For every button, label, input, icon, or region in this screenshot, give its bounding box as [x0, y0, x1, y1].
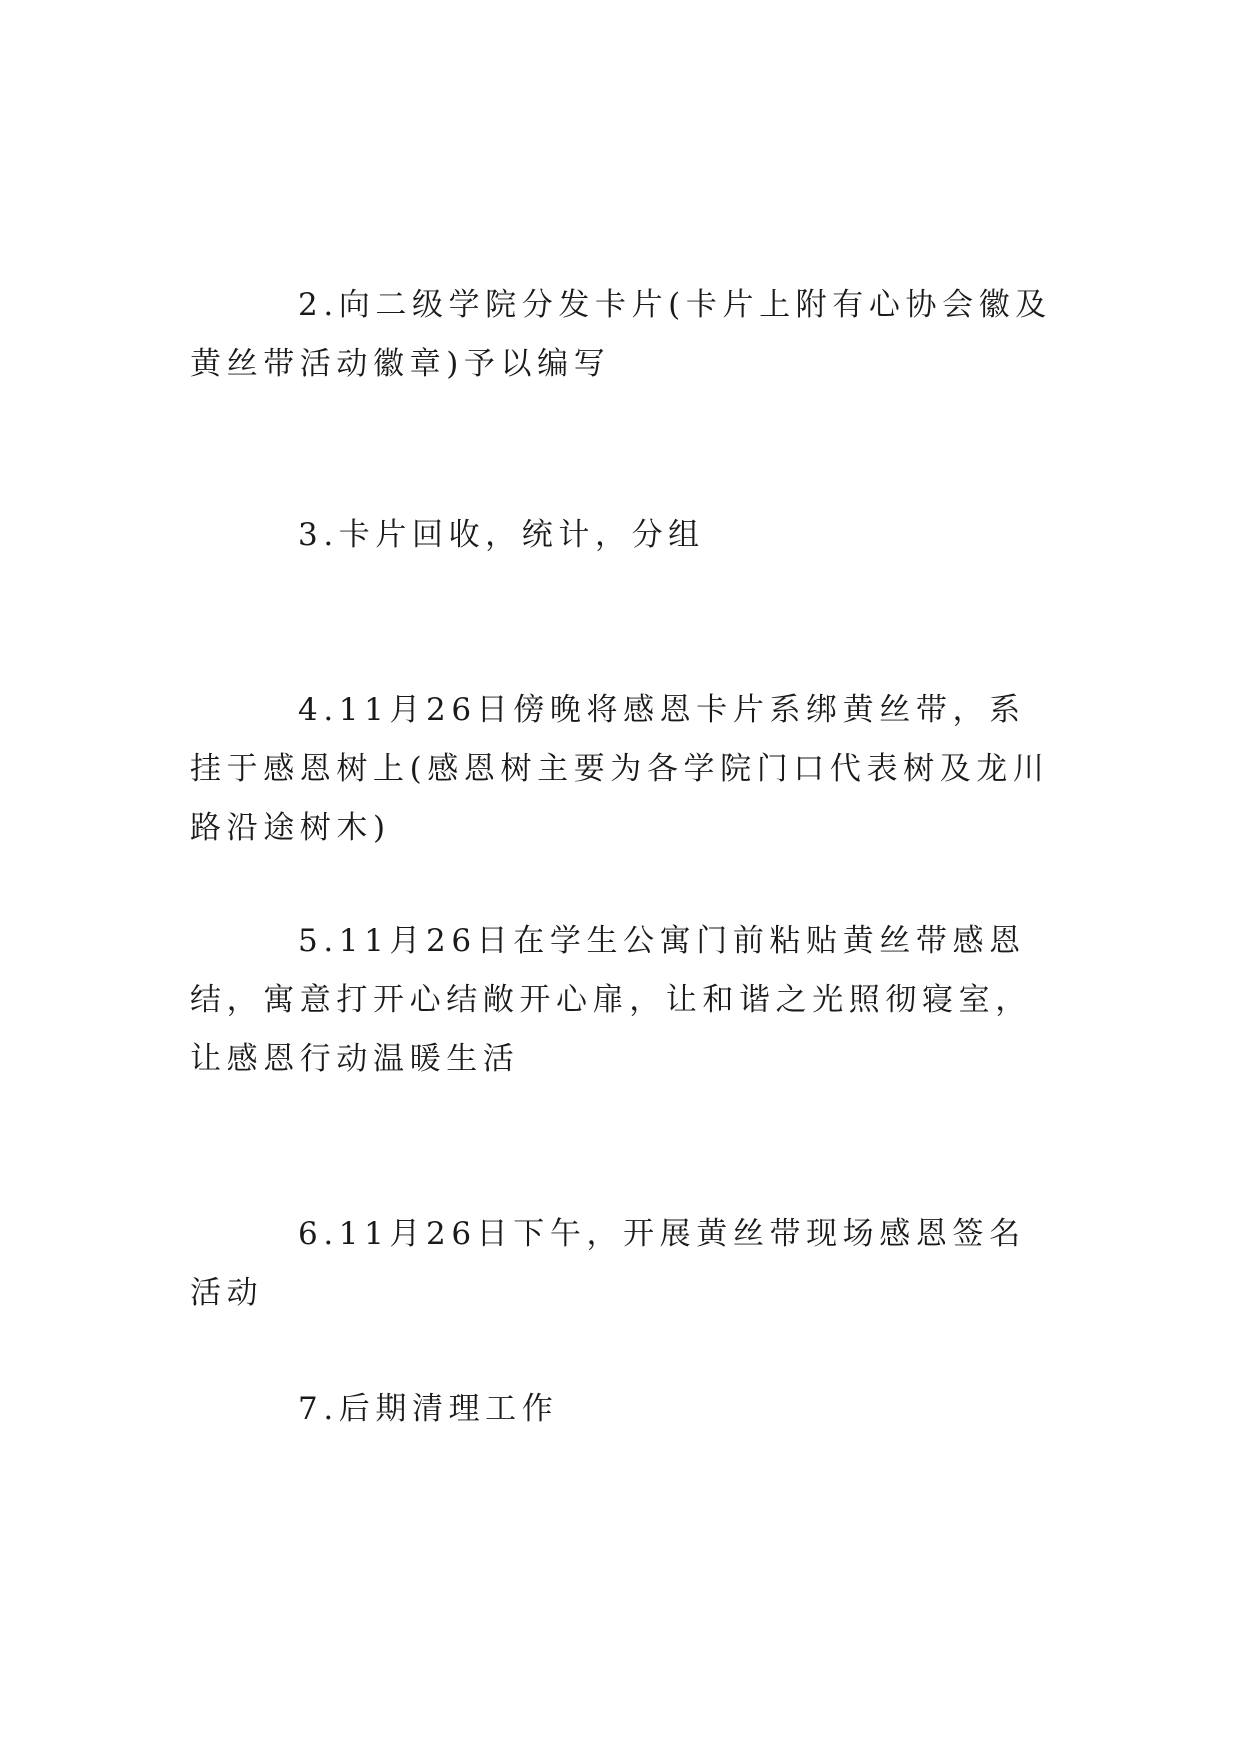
- paragraph-item-7: 7.后期清理工作: [298, 1391, 559, 1427]
- paragraph-item-6: 6.11月26日下午，开展黄丝带现场感恩签名活动: [190, 1216, 1026, 1311]
- paragraph-item-5: 5.11月26日在学生公寓门前粘贴黄丝带感恩结，寓意打开心结敞开心扉，让和谐之光照彻寝室，让感恩行动温暖生活: [190, 923, 1032, 1077]
- paragraph-item-4: 4.11月26日傍晚将感恩卡片系绑黄丝带，系挂于感恩树上(感恩树主要为各学院门口代表树及龙川路沿途树木): [190, 692, 1050, 846]
- paragraph-item-3: 3.卡片回收，统计，分组: [298, 517, 705, 553]
- paragraph-item-2: 2.向二级学院分发卡片(卡片上附有心协会徽及黄丝带活动徽章)予以编写: [190, 287, 1052, 382]
